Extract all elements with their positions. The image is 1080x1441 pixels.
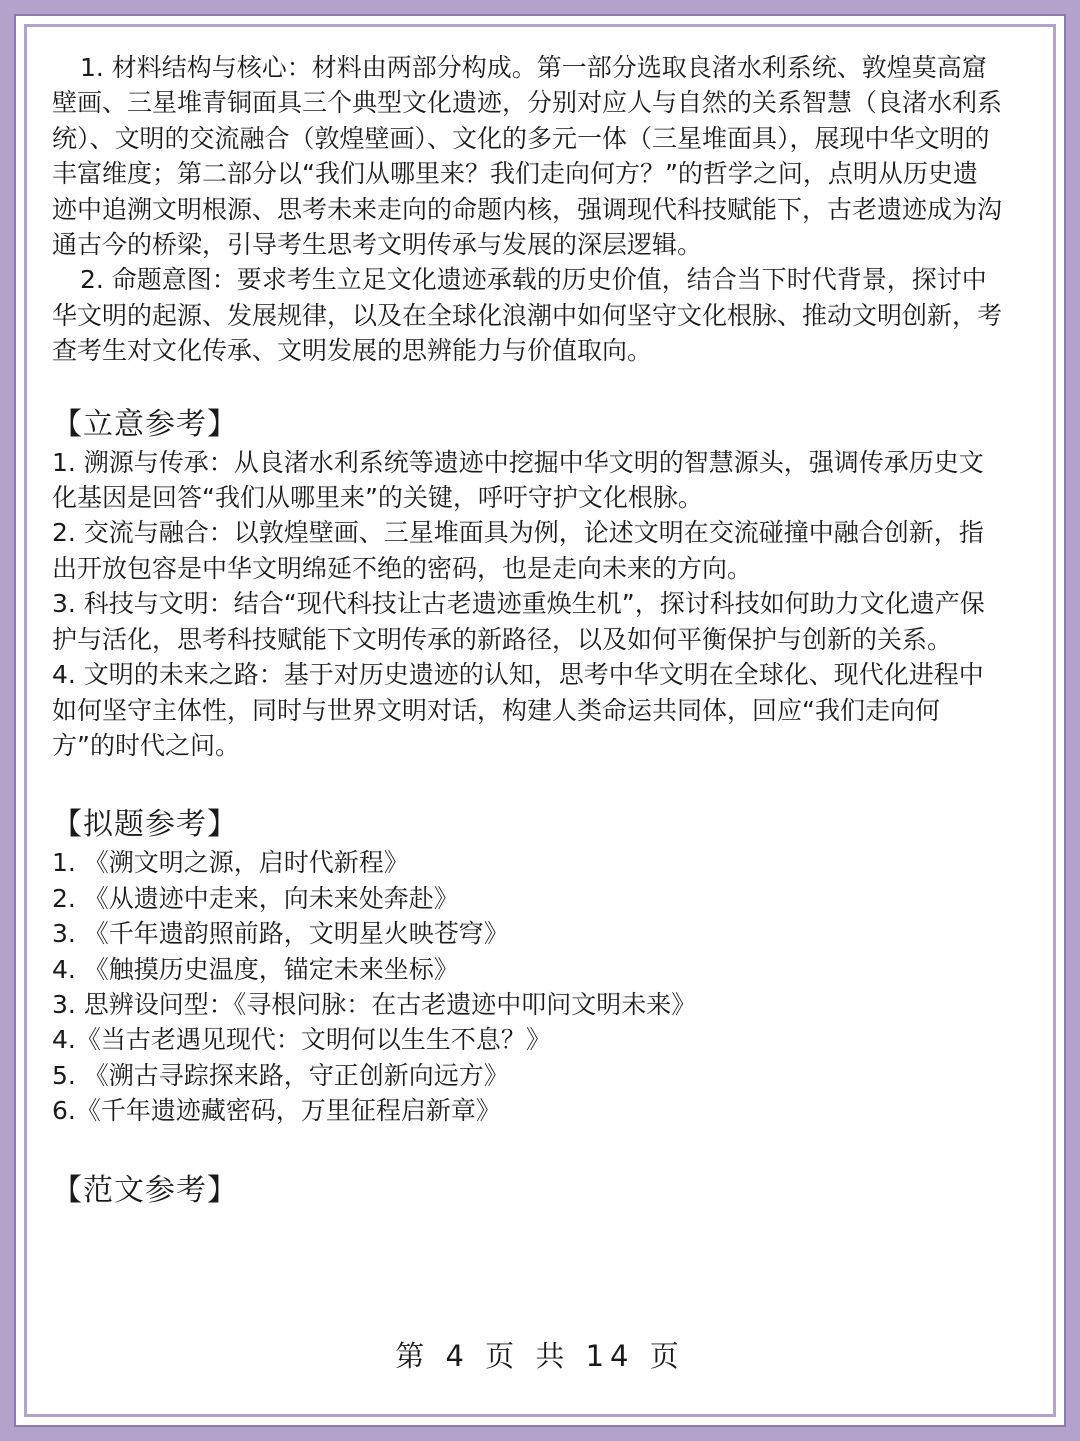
title-item: 4. 《触摸历史温度，锚定未来坐标》 [52, 954, 459, 984]
title-item: 2. 《从遗迹中走来，向未来处奔赴》 [52, 883, 459, 913]
theme-list [52, 445, 1002, 764]
theme-item: 2. 交流与融合：以敦煌壁画、三星堆面具为例，论述文明在交流碰撞中融合创新，指出开放包容是中华文明绵延不绝的密码，也是走向未来的方向。 [52, 518, 984, 583]
title-item: 5. 《溯古寻踪探来路，守正创新向远方》 [52, 1060, 509, 1090]
theme-item: 1. 溯源与传承：从良渚水利系统等遗迹中挖掘中华文明的智慧源头，强调传承历史文化基因是回答“我们从哪里来”的关键，呼吁守护文化根脉。 [52, 447, 984, 513]
title-item: 6.《千年遗迹藏密码，万里征程启新章》 [52, 1096, 501, 1126]
title-item: 3. 思辨设问型：《寻根问脉：在古老遗迹中叩问文明未来》 [52, 989, 697, 1019]
title-section-heading: 【拟题参考】 [52, 807, 238, 843]
analysis-item-1: 1. 材料结构与核心：材料由两部分构成。第一部分选取良渚水利系统、敦煌莫高窟壁画、三星堆青铜面具三个典型文化遗迹，分别对应人与自然的关系智慧（良渚水利系统）、文明的交流融合（敦煌壁画）、文化的多元一体（三星堆面具），展现中华文明的丰富维度；第二部分以“我们从哪里来？我们走向何方？”的哲学之问，点明从历史遗迹中追溯文明根源、思考未来走向的命题内核，强调现代科技赋能下，古老遗迹成为沟通古今的桥梁，引导考生思考文明传承与发展的深层逻辑。 [52, 53, 1003, 260]
essay-section-heading: 【范文参考】 [52, 1172, 238, 1208]
theme-section-heading: 【立意参考】 [52, 406, 238, 442]
page-number: 第 4 页 共 14 页 [395, 1339, 685, 1373]
title-item: 1. 《溯文明之源，启时代新程》 [52, 848, 409, 878]
title-item: 3. 《千年遗韵照前路，文明星火映苍穹》 [52, 919, 509, 949]
title-item: 4.《当古老遇见现代：文明何以生生不息？》 [52, 1025, 551, 1055]
title-list [52, 845, 1002, 1128]
theme-item: 4. 文明的未来之路：基于对历史遗迹的认知，思考中华文明在全球化、现代化进程中如何坚守主体性，同时与世界文明对话，构建人类命运共同体，回应“我们走向何方”的时代之问。 [52, 660, 984, 760]
theme-item: 3. 科技与文明：结合“现代科技让古老遗迹重焕生机”，探讨科技如何助力文化遗产保护与活化，思考科技赋能下文明传承的新路径，以及如何平衡保护与创新的关系。 [52, 589, 985, 654]
document-content [52, 50, 1002, 1211]
analysis-item-2: 2. 命题意图：要求考生立足文化遗迹承载的历史价值，结合当下时代背景，探讨中华文明的起源、发展规律，以及在全球化浪潮中如何坚守文化根脉、推动文明创新，考查考生对文化传承、文明发展的思辨能力与价值取向。 [52, 265, 1003, 366]
